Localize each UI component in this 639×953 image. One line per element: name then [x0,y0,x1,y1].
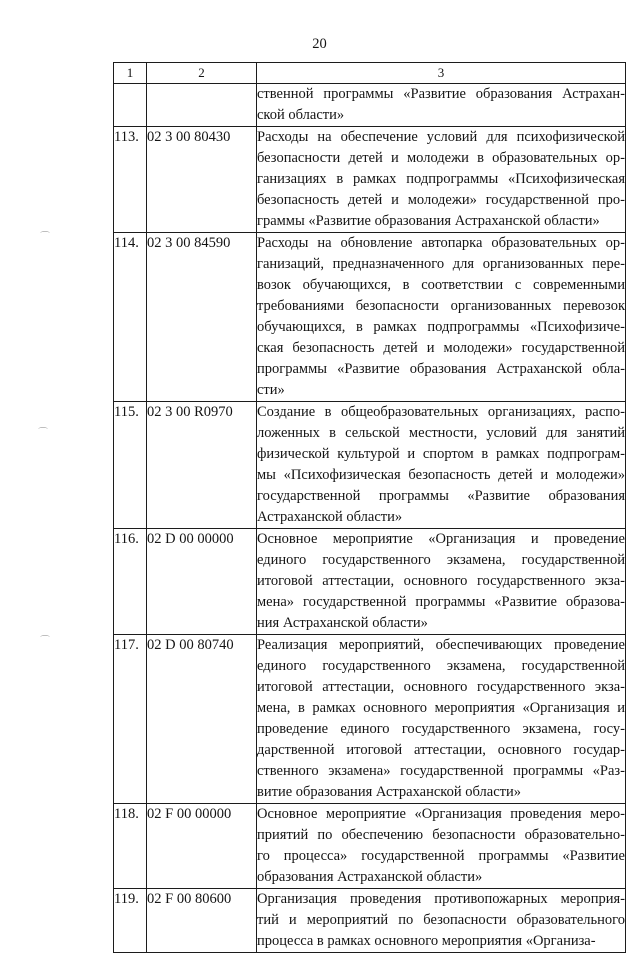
row-number: 117. [114,635,147,804]
description-line: дарственной итоговой аттестации, основного государ- [257,742,625,758]
description-line: ганизациях в рамках подпрограммы «Психофизическая [257,171,625,187]
description [257,889,626,953]
row-number: 116. [114,529,147,635]
description-line: ложенных в сельской местности, условий для занятий [257,425,625,441]
description-line: ственного экзамена» государственной программы «Раз- [257,763,625,779]
description-line: ской области» [257,107,345,123]
description [257,402,626,529]
margin-mark: ⌒ [40,636,50,647]
description-line: мы «Психофизическая безопасность детей и молодежи» [257,467,625,483]
description-line: процесса в рамках основного мероприятия «Организа- [257,933,596,949]
budget-code: 02 3 00 R0970 [147,402,257,529]
description-line: Основное мероприятие «Организация и проведение [257,531,625,547]
description-line: го процесса» государственной программы «Развитие [257,848,625,864]
description-line: Организация проведения противопожарных мероприя- [257,891,625,907]
description-line: Реализация мероприятий, обеспечивающих проведение [257,637,625,653]
header-col-2: 2 [147,63,257,84]
budget-code [147,84,257,127]
description [257,127,626,233]
budget-code: 02 D 00 80740 [147,635,257,804]
budget-code: 02 D 00 00000 [147,529,257,635]
description-line: витие образования Астраханской области» [257,784,521,800]
description-line: обучающихся, в рамках подпрограммы «Психофизиче- [257,319,625,335]
table-row [114,233,626,402]
row-number: 118. [114,804,147,889]
row-number: 113. [114,127,147,233]
codes-table [113,62,626,953]
description-line: приятий по обеспечению безопасности образовательно- [257,827,625,843]
header-row [114,63,626,84]
table-row [114,127,626,233]
table-body [114,63,626,953]
description-line: безопасности детей и молодежи в образовательных ор- [257,150,625,166]
row-number [114,84,147,127]
description-line: Создание в общеобразовательных организациях, распо- [257,404,625,420]
description-line: единого государственного экзамена, государственной [257,552,625,568]
description-line: Расходы на обновление автопарка образовательных ор- [257,235,625,251]
description-line: Расходы на обеспечение условий для психофизической [257,129,625,145]
description-line: физической культурой и спортом в рамках подпрограм- [257,446,625,462]
row-number: 114. [114,233,147,402]
description-line: требованиями безопасности организованных перевозок [257,298,625,314]
description-line: ния Астраханской области» [257,615,428,631]
description-line: мена» государственной программы «Развитие образова- [257,594,625,610]
budget-code: 02 3 00 80430 [147,127,257,233]
table-row [114,84,626,127]
table-row [114,804,626,889]
description [257,804,626,889]
description-line: итоговой аттестации, основного государственного экза- [257,573,625,589]
description-line: образования Астраханской области» [257,869,483,885]
description-line: мена, в рамках основного мероприятия «Организация и [257,700,625,716]
description-line: сти» [257,382,285,398]
description-line: безопасность детей и молодежи» государственной про- [257,192,625,208]
table-row [114,529,626,635]
description [257,233,626,402]
table-row [114,889,626,953]
description [257,635,626,804]
header-col-1: 1 [114,63,147,84]
description-line: Астраханской области» [257,509,403,525]
description-line: единого государственного экзамена, государственной [257,658,625,674]
description [257,529,626,635]
row-number: 119. [114,889,147,953]
margin-mark: ⌒ [40,232,50,243]
budget-code: 02 F 00 00000 [147,804,257,889]
description-line: проведение единого государственного экзамена, госу- [257,721,625,737]
table-row [114,402,626,529]
description-line: программы «Развитие образования Астраханской обла- [257,361,625,377]
description-line: граммы «Развитие образования Астраханской области» [257,213,600,229]
description-line: Основное мероприятие «Организация проведения меро- [257,806,625,822]
budget-code: 02 F 00 80600 [147,889,257,953]
description [257,84,626,127]
margin-mark: ⌒ [38,428,48,439]
description-line: ская безопасность детей и молодежи» государственной [257,340,625,356]
description-line: итоговой аттестации, основного государственного экза- [257,679,625,695]
budget-code: 02 3 00 84590 [147,233,257,402]
description-line: ственной программы «Развитие образования Астрахан- [257,86,625,102]
description-line: тий и мероприятий по безопасности образовательного [257,912,625,928]
row-number: 115. [114,402,147,529]
page-number: 20 [312,36,327,52]
header-col-3: 3 [257,63,626,84]
table-row [114,635,626,804]
description-line: государственной программы «Развитие образования [257,488,625,504]
description-line: возок обучающихся, в соответствии с современными [257,277,625,293]
description-line: ганизаций, предназначенного для организованных пере- [257,256,625,272]
